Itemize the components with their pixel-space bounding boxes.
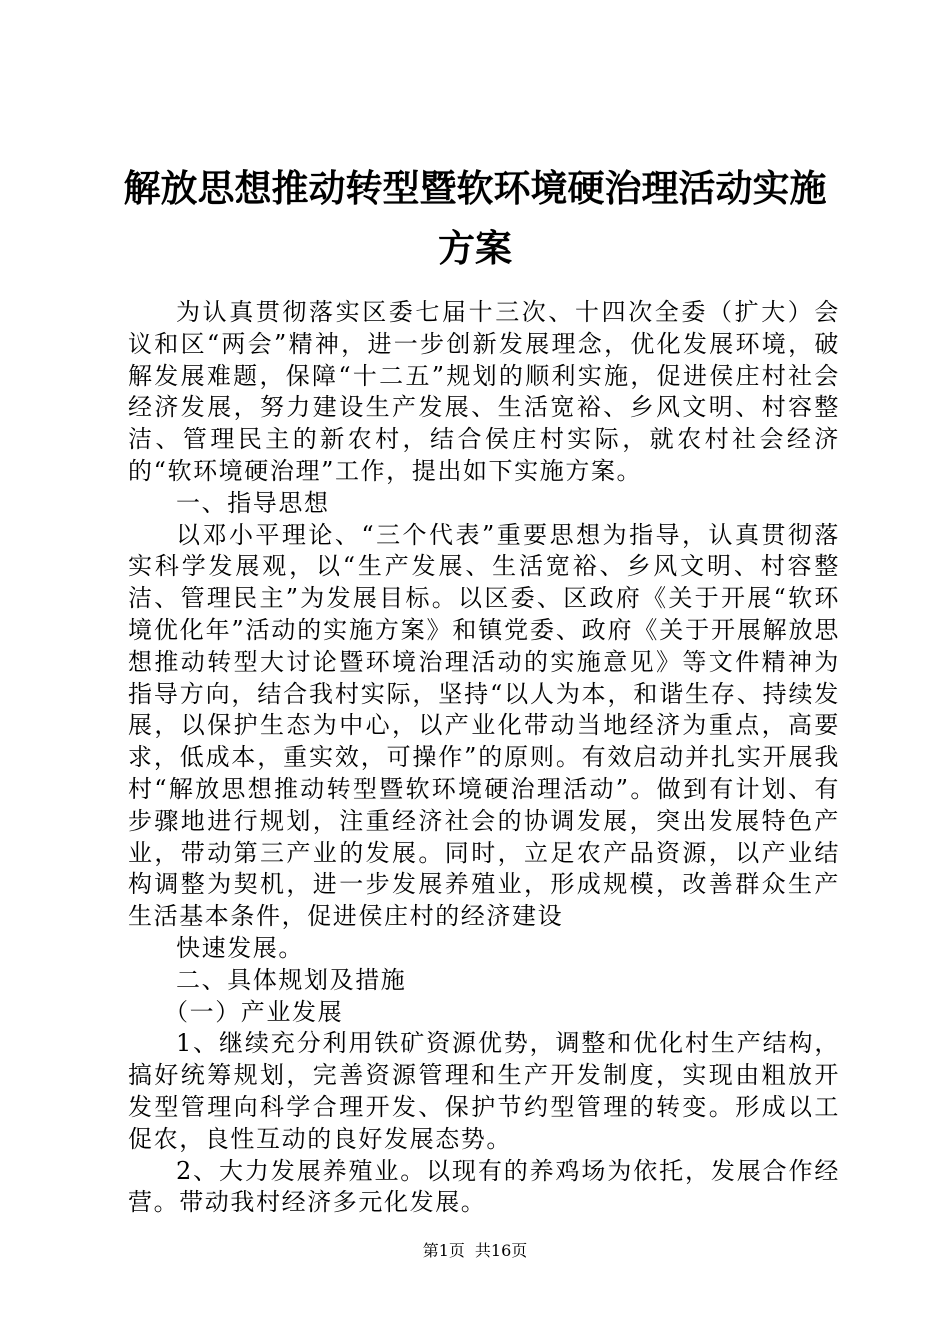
measure-item-1: 1、继续充分利用铁矿资源优势，调整和优化村生产结构，搞好统筹规划，完善资源管理和生产开发制度，实现由粗放开发型管理向科学合理开发、保护节约型管理的转变。形成以工促农，良性互动的良好发展态势。 [128, 1029, 840, 1153]
continuation-line: 快速发展。 [176, 933, 304, 962]
document-title: 解放思想推动转型暨软环境硬治理活动实施方案 [123, 166, 827, 270]
document-body [128, 297, 840, 1219]
measure-item-2: 2、大力发展养殖业。以现有的养鸡场为依托，发展合作经营。带动我村经济多元化发展。 [128, 1156, 840, 1217]
page-footer [0, 1241, 950, 1261]
intro-paragraph: 为认真贯彻落实区委七届十三次、十四次全委（扩大）会议和区“两会”精神，进一步创新发展理念，优化发展环境，破解发展难题，保障“十二五”规划的顺利实施，促进侯庄村社会经济发展，努力建设生产发展、生活宽裕、乡风文明、村容整洁、管理民主的新农村，结合侯庄村实际，就农村社会经济的“软环境硬治理”工作，提出如下实施方案。 [128, 298, 840, 485]
page-total: 共16页 [474, 1241, 528, 1260]
section-heading-plans-measures: 二、具体规划及措施 [176, 965, 407, 994]
subsection-heading-industry: （一）产业发展 [164, 997, 344, 1026]
page-number: 第1页 [422, 1241, 465, 1260]
guiding-ideology-paragraph: 以邓小平理论、“三个代表”重要思想为指导，认真贯彻落实科学发展观，以“生产发展、生活宽裕、乡风文明、村容整洁、管理民主”为发展目标。以区委、区政府《关于开展“软环境优化年”活动的实施方案》和镇党委、政府《关于开展解放思想推动转型大讨论暨环境治理活动的实施意见》等文件精神为指导方向，结合我村实际，坚持“以人为本，和谐生存、持续发展，以保护生态为中心，以产业化带动当地经济为重点，高要求，低成本，重实效，可操作”的原则。有效启动并扎实开展我村“解放思想推动转型暨软环境硬治理活动”。做到有计划、有步骤地进行规划，注重经济社会的协调发展，突出发展特色产业，带动第三产业的发展。同时，立足农产品资源，以产业结构调整为契机，进一步发展养殖业，形成规模，改善群众生产生活基本条件，促进侯庄村的经济建设 [128, 520, 840, 931]
section-heading-guiding-ideology: 一、指导思想 [176, 488, 330, 517]
